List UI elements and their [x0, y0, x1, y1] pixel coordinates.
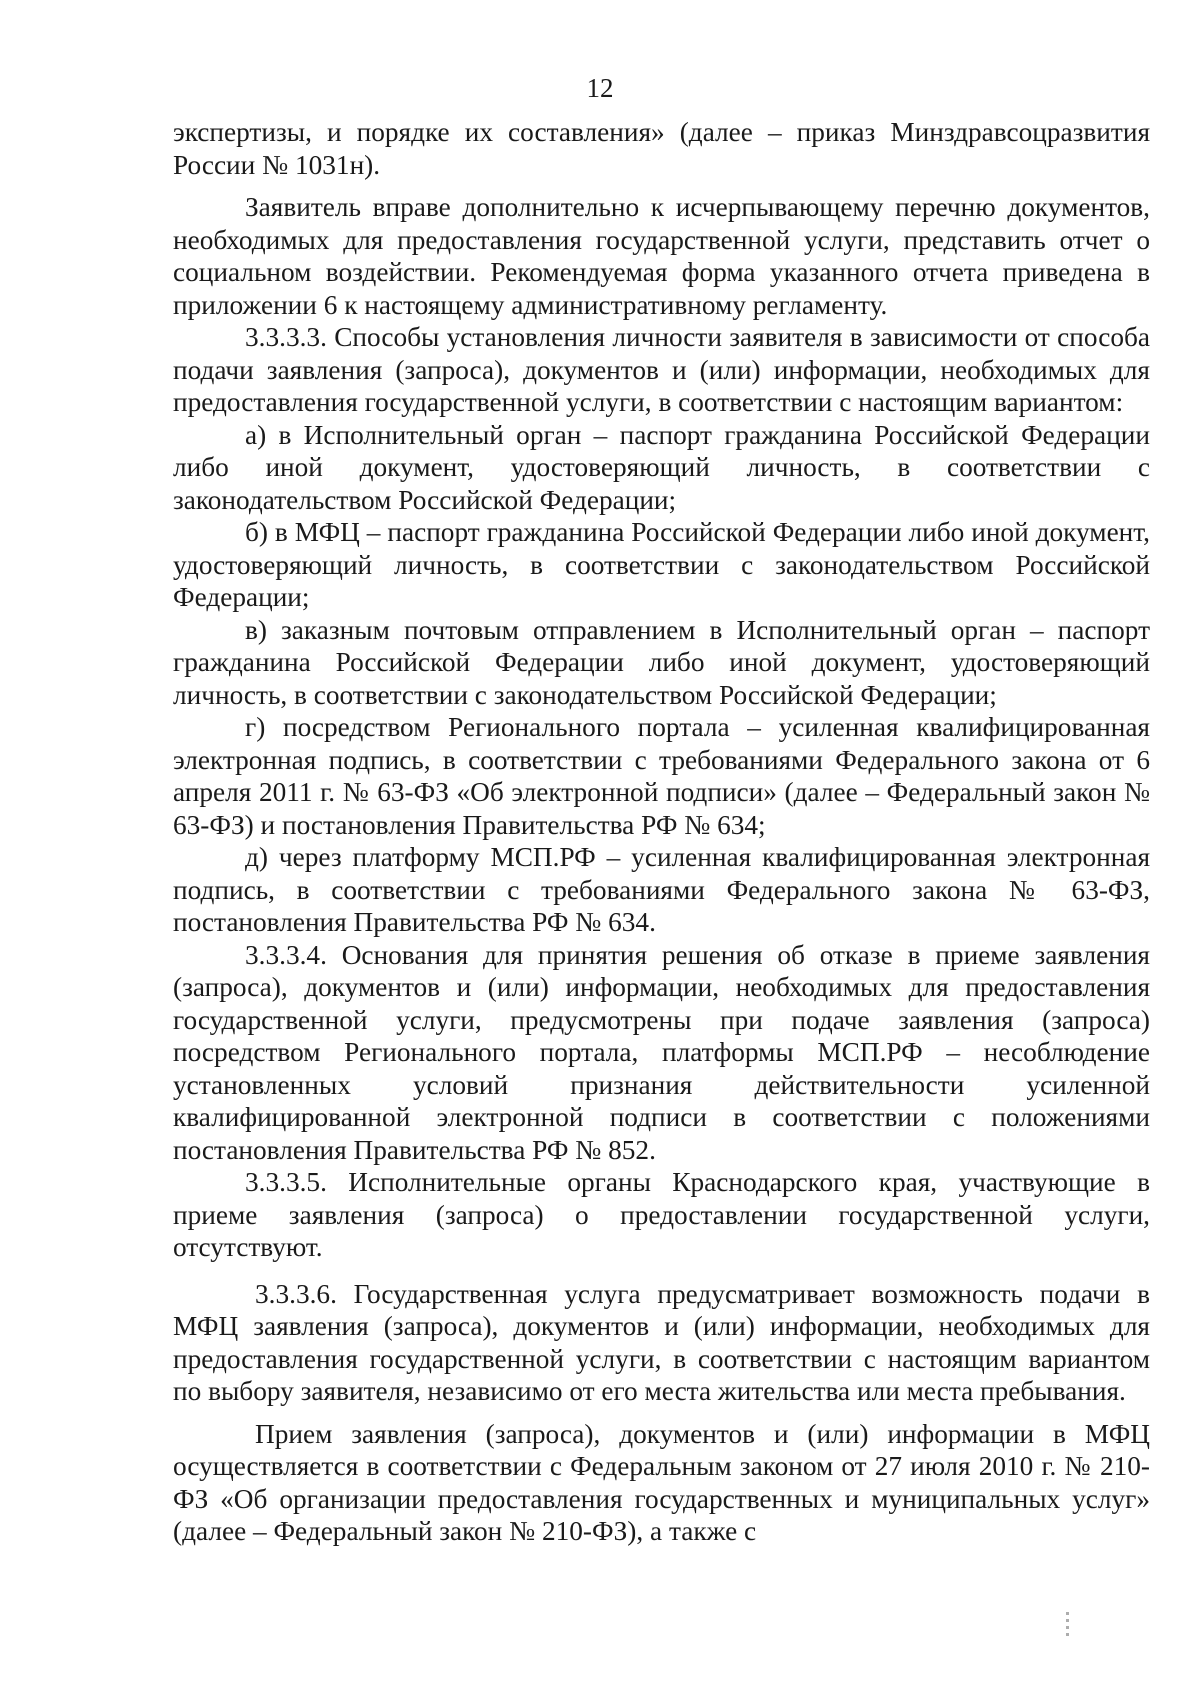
scan-artifact — [1066, 1612, 1069, 1638]
paragraph-mfc-reception: Прием заявления (запроса), документов и (или) информации в МФЦ осуществляется в соответствии с Федеральным законом от 27 июля 2010 г. № 210-ФЗ «Об организации предоставления государственных и муниципальных услуг» (далее – Федеральный закон № 210-ФЗ), а также с — [173, 1418, 1150, 1546]
page-number: 12 — [586, 73, 614, 103]
document-body — [173, 116, 1150, 1548]
paragraph-3-3-3-4: 3.3.3.4. Основания для принятия решения об отказе в приеме заявления (запроса), документов и (или) информации, необходимых для предоставления государственной услуги, предусмотрены при подаче заявления (запроса) посредством Регионального портала, платформы МСП.РФ – несоблюдение установленных условий признания действительности усиленной квалифицированной электронной подписи в соответствии с положениями постановления Правительства РФ № 852. — [173, 939, 1150, 1165]
paragraph-3-3-3-5: 3.3.3.5. Исполнительные органы Краснодарского края, участвующие в приеме заявления (запроса) о предоставлении государственной услуги, отсутствуют. — [173, 1167, 1150, 1262]
paragraph-continuation: экспертизы, и порядке их составления» (далее – приказ Минздравсоцразвития России № 1031н). — [173, 117, 1150, 180]
paragraph-applicant-right: Заявитель вправе дополнительно к исчерпывающему перечню документов, необходимых для предоставления государственной услуги, представить отчет о социальном воздействии. Рекомендуемая форма указанного отчета приведена в приложении 6 к настоящему административному регламенту. — [173, 192, 1150, 320]
list-item-g: г) посредством Регионального портала – усиленная квалифицированная электронная подпись, в соответствии с требованиями Федерального закона от 6 апреля 2011 г. № 63-ФЗ «Об электронной подписи» (далее – Федеральный закон № 63-ФЗ) и постановления Правительства РФ № 634; — [173, 712, 1150, 840]
list-item-d: д) через платформу МСП.РФ – усиленная квалифицированная электронная подпись, в соответствии с требованиями Федерального закона № 63-ФЗ, постановления Правительства РФ № 634. — [173, 842, 1150, 937]
list-item-b: б) в МФЦ – паспорт гражданина Российской Федерации либо иной документ, удостоверяющий личность, в соответствии с законодательством Российской Федерации; — [173, 517, 1150, 612]
paragraph-3-3-3-3: 3.3.3.3. Способы установления личности заявителя в зависимости от способа подачи заявления (запроса), документов и (или) информации, необходимых для предоставления государственной услуги, в соответствии с настоящим вариантом: — [173, 322, 1150, 417]
paragraph-3-3-3-6: 3.3.3.6. Государственная услуга предусматривает возможность подачи в МФЦ заявления (запроса), документов и (или) информации, необходимых для предоставления государственной услуги, в соответствии с настоящим вариантом по выбору заявителя, независимо от его места жительства или места пребывания. — [173, 1278, 1150, 1406]
list-item-a: а) в Исполнительный орган – паспорт гражданина Российской Федерации либо иной документ, удостоверяющий личность, в соответствии с законодательством Российской Федерации; — [173, 419, 1150, 515]
list-item-v: в) заказным почтовым отправлением в Исполнительный орган – паспорт гражданина Российской Федерации либо иной документ, удостоверяющий личность, в соответствии с законодательством Российской Федерации; — [173, 614, 1150, 710]
